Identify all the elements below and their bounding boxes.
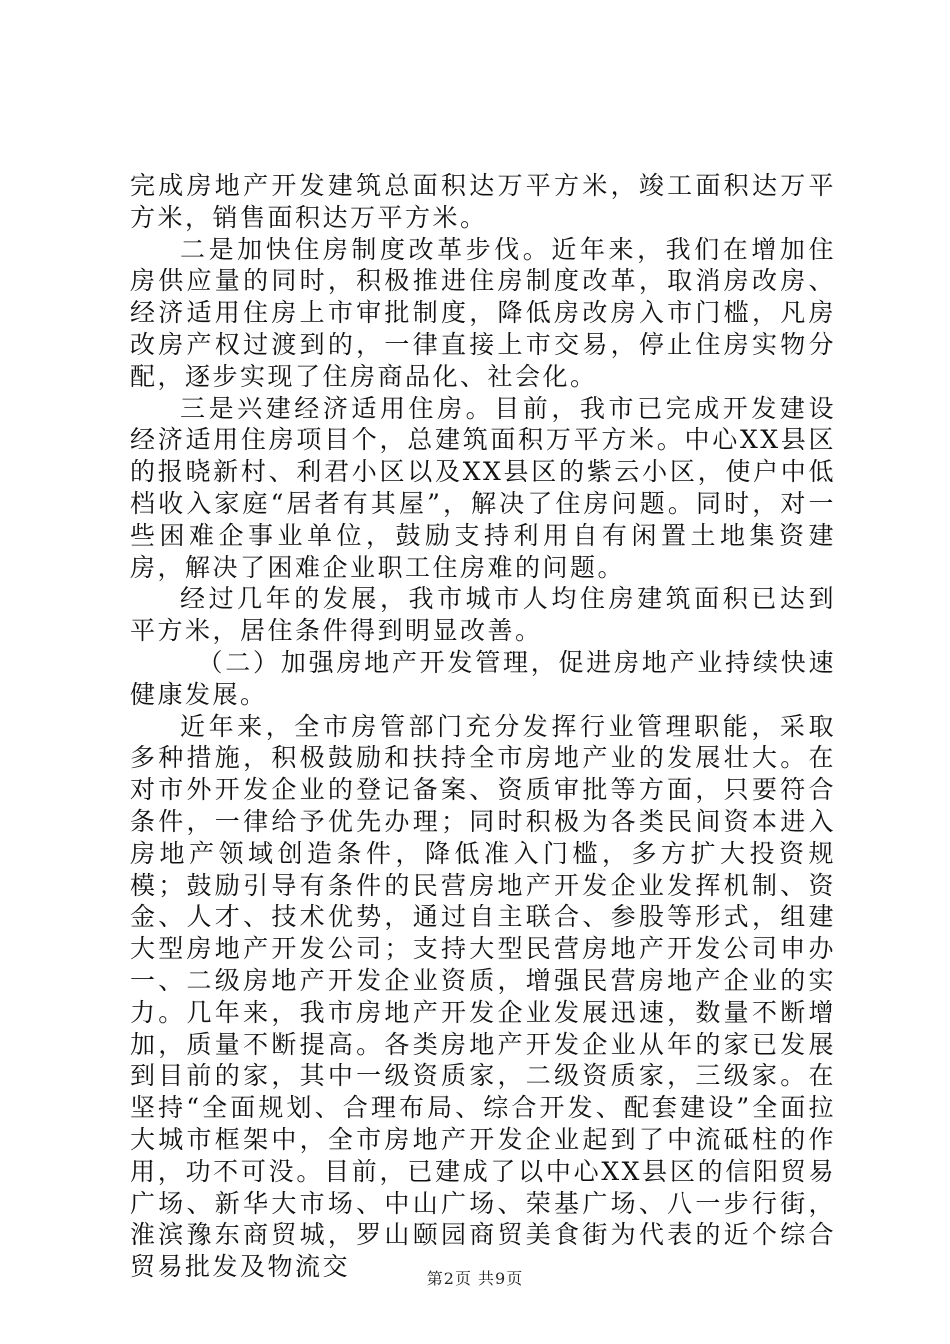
paragraph-living-conditions: 经过几年的发展，我市城市人均住房建筑面积已达到平方米，居住条件得到明显改善。 [130,584,836,646]
paragraph-industry-development: 近年来，全市房管部门充分发挥行业管理职能，采取多种措施，积极鼓励和扶持全市房地产业的发展壮大。在对市外开发企业的登记备案、资质审批等方面，只要符合条件，一律给予优先办理；同时积极为各类民间资本进入房地产领域创造条件，降低准入门槛，多方扩大投资规模；鼓励引导有条件的民营房地产开发企业发挥机制、资金、人才、技术优势，通过自主联合、参股等形式，组建大型房地产开发公司；支持大型民营房地产开发公司申办一、二级房地产开发企业资质，增强民营房地产企业的实力。几年来，我市房地产开发企业发展迅速，数量不断增加，质量不断提高。各类房地产开发企业从年的家已发展到目前的家，其中一级资质家，二级资质家，三级家。在坚持“全面规划、合理布局、综合开发、配套建设”全面拉大城市框架中，全市房地产开发企业起到了中流砥柱的作用，功不可没。目前，已建成了以中心XX县区的信阳贸易广场、新华大市场、中山广场、荣基广场、八一步行街，淮滨豫东商贸城，罗山颐园商贸美食街为代表的近个综合贸易批发及物流交 [130,711,836,1282]
body-text [130,170,836,1283]
paragraph-affordable-housing: 三是兴建经济适用住房。目前，我市已完成开发建设经济适用住房项目个，总建筑面积万平方米。中心XX县区的报晓新村、利君小区以及XX县区的紫云小区，使户中低档收入家庭“居者有其屋”，解决了住房问题。同时，对一些困难企事业单位，鼓励支持利用自有闲置土地集资建房，解决了困难企业职工住房难的问题。 [130,393,836,582]
page-footer: 第2页 共9页 [426,1269,524,1288]
paragraph-continuation: 完成房地产开发建筑总面积达万平方米，竣工面积达万平方米，销售面积达万平方米。 [130,171,836,232]
section-heading-development-management: （二）加强房地产开发管理，促进房地产业持续快速健康发展。 [130,647,836,709]
paragraph-housing-reform: 二是加快住房制度改革步伐。近年来，我们在增加住房供应量的同时，积极推进住房制度改革，取消房改房、经济适用住房上市审批制度，降低房改房入市门槛，凡房改房产权过渡到的，一律直接上市交易，停止住房实物分配，逐步实现了住房商品化、社会化。 [130,234,836,391]
